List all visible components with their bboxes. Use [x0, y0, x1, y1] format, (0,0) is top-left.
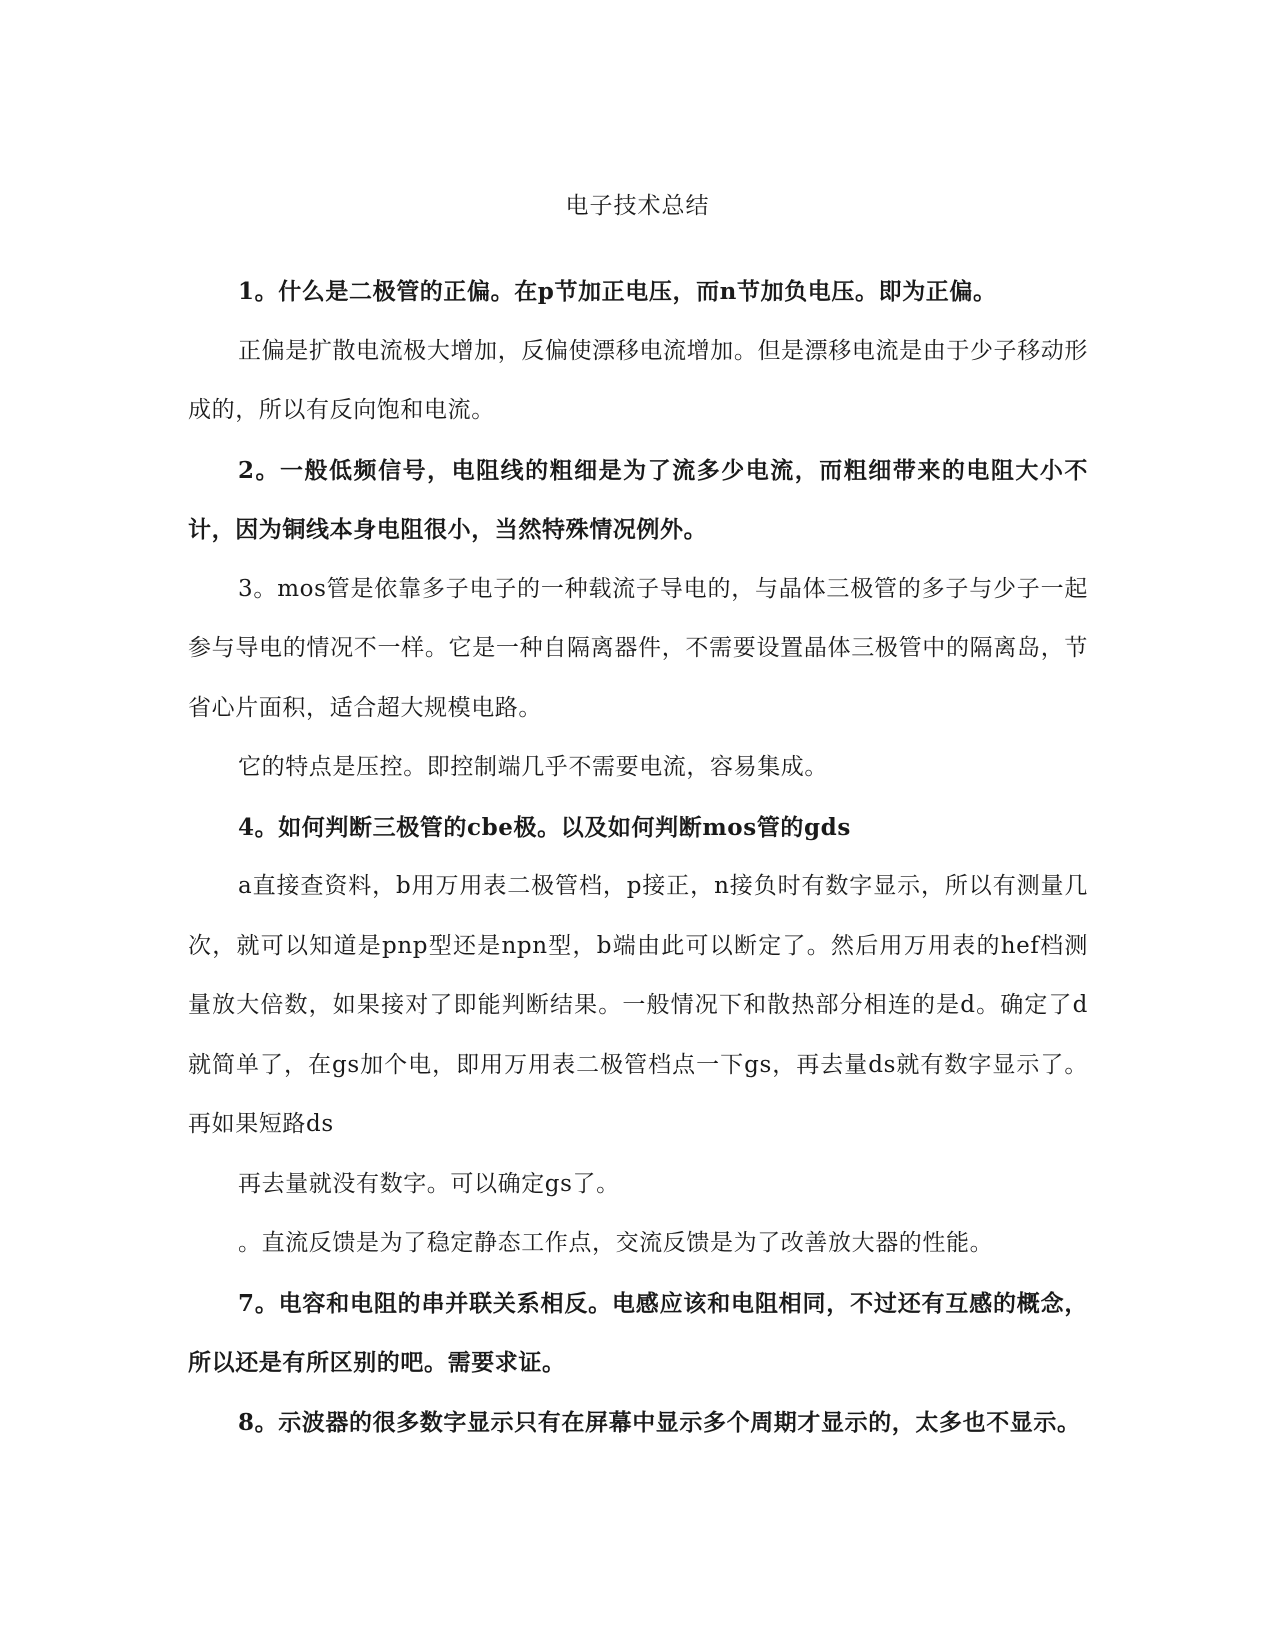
paragraph-voltage-control: 它的特点是压控。即控制端几乎不需要电流，容易集成。 [238, 754, 828, 780]
paragraph-diffusion-current: 正偏是扩散电流极大增加，反偏使漂移电流增加。但是漂移电流是由于少子移动形成的，所以有反向饱和电流。 [188, 337, 1088, 423]
document-title: 电子技术总结 [565, 193, 710, 219]
paragraph-4-pin-identification: 4。如何判断三极管的cbe极。以及如何判断mos管的gds [238, 813, 851, 841]
paragraph-1-diode-forward-bias: 1。什么是二极管的正偏。在p节加正电压，而n节加负电压。即为正偏。 [238, 278, 997, 305]
paragraph-7-capacitor-resistor: 7。电容和电阻的串并联关系相反。电感应该和电阻相同，不过还有互感的概念，所以还是有所区别的吧。需要求证。 [188, 1289, 1088, 1376]
paragraph-8-oscilloscope: 8。示波器的很多数字显示只有在屏幕中显示多个周期才显示的，太多也不显示。 [238, 1408, 1081, 1436]
paragraph-confirm-gs: 再去量就没有数字。可以确定gs了。 [238, 1170, 620, 1197]
paragraph-multimeter-method: a直接查资料，b用万用表二极管档，p接正，n接负时有数字显示，所以有测量几次，就可以知道是pnp型还是npn型，b端由此可以断定了。然后用万用表的hef档测量放大倍数，如果接对了即能判断结果。一般情况下和散热部分相连的是d。确定了d就简单了，在gs加个电，即用万用表二极管档点一下gs，再去量ds就有数字显示了。再如果短路ds [188, 873, 1088, 1137]
document-body [188, 262, 1088, 1452]
paragraph-feedback: 。直流反馈是为了稳定静态工作点，交流反馈是为了改善放大器的性能。 [238, 1230, 994, 1256]
paragraph-3-mos-transistor: 3。mos管是依靠多子电子的一种载流子导电的，与晶体三极管的多子与少子一起参与导电的情况不一样。它是一种自隔离器件，不需要设置晶体三极管中的隔离岛，节省心片面积，适合超大规模电路。 [188, 575, 1088, 721]
paragraph-2-low-frequency-signal: 2。一般低频信号，电阻线的粗细是为了流多少电流，而粗细带来的电阻大小不计，因为铜线本身电阻很小，当然特殊情况例外。 [188, 456, 1088, 543]
